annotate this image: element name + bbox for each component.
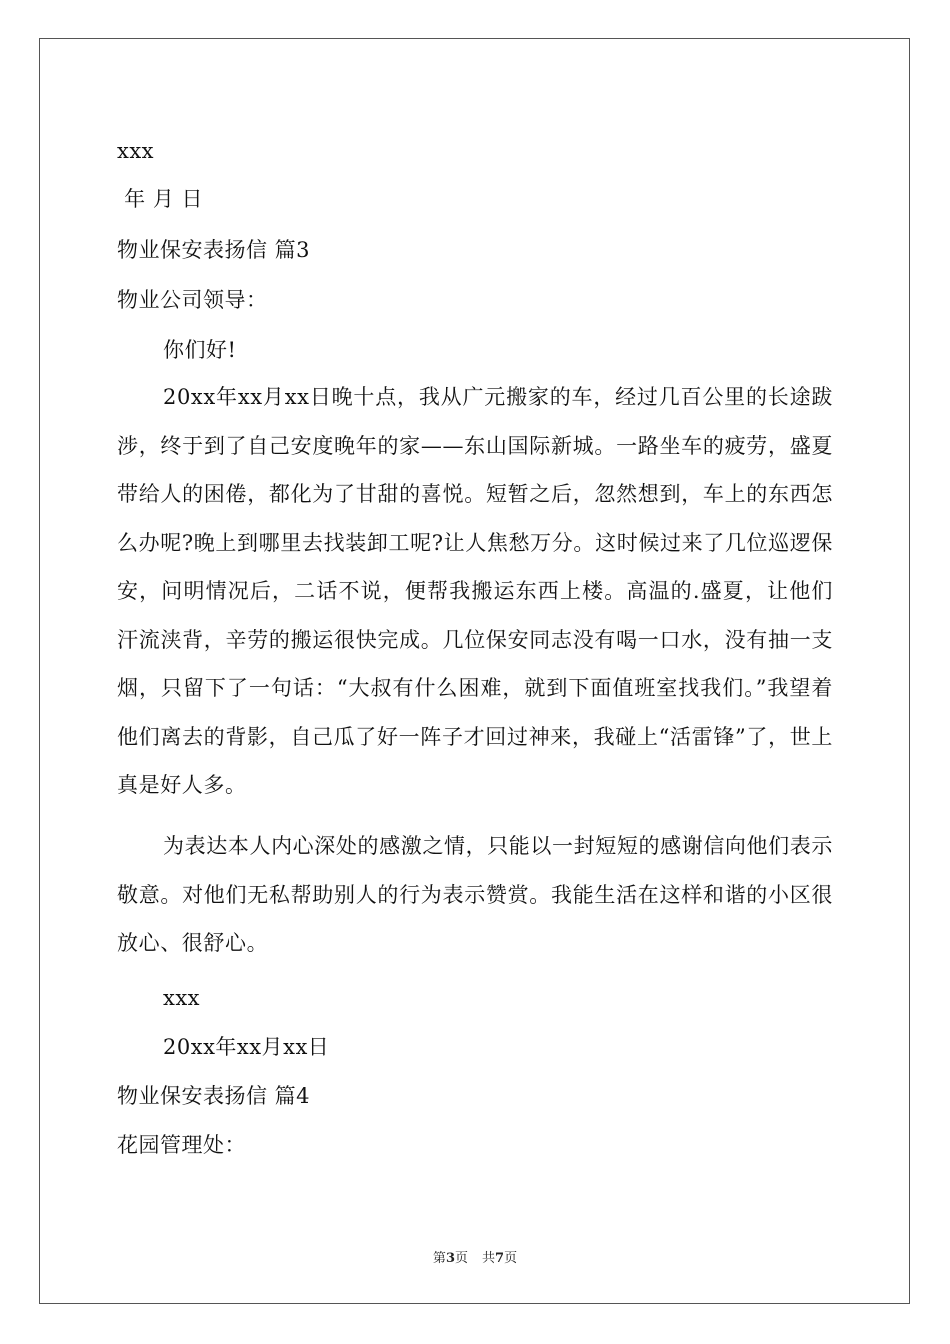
total-prefix: 共 <box>482 1251 496 1266</box>
signature-line: xxx <box>117 139 155 163</box>
total-suffix: 页 <box>504 1251 518 1266</box>
date-line: 20xx年xx月xx日 <box>163 1035 330 1059</box>
salutation: 物业公司领导： <box>117 288 268 312</box>
page-prefix: 第 <box>432 1251 446 1266</box>
salutation: 花园管理处： <box>117 1133 246 1157</box>
date-line: 年 月 日 <box>117 187 204 211</box>
body-paragraph: 20xx年xx月xx日晚十点，我从广元搬家的车，经过几百公里的长途跋涉，终于到了自己安度晚年的家——东山国际新城。一路坐车的疲劳，盛夏带给人的困倦，都化为了甘甜的喜悦。短暂之后，忽然想到，车上的东西怎么办呢?晚上到哪里去找装卸工呢?让人焦愁万分。这时候过来了几位巡逻保安，问明情况后，二话不说，便帮我搬运东西上楼。高温的.盛夏，让他们汗流浃背，辛劳的搬运很快完成。几位保安同志没有喝一口水，没有抽一支烟，只留下了一句话：“大叔有什么困难，就到下面值班室找我们。”我望着他们离去的背影，自己瓜了好一阵子才回过神来，我碰上“活雷锋”了，世上真是好人多。 <box>117 385 833 797</box>
greeting: 你们好! <box>163 338 237 362</box>
body-paragraph: 为表达本人内心深处的感激之情，只能以一封短短的感谢信向他们表示敬意。对他们无私帮助别人的行为表示赞赏。我能生活在这样和谐的小区很放心、很舒心。 <box>117 834 833 955</box>
page-footer <box>0 1250 950 1268</box>
page-suffix: 页 <box>454 1251 468 1266</box>
section-title: 物业保安表扬信 篇4 <box>117 1084 311 1108</box>
section-title: 物业保安表扬信 篇3 <box>117 238 311 262</box>
page-current: 3 <box>445 1251 455 1266</box>
signature-line: xxx <box>163 986 201 1010</box>
page-total: 7 <box>495 1251 505 1266</box>
